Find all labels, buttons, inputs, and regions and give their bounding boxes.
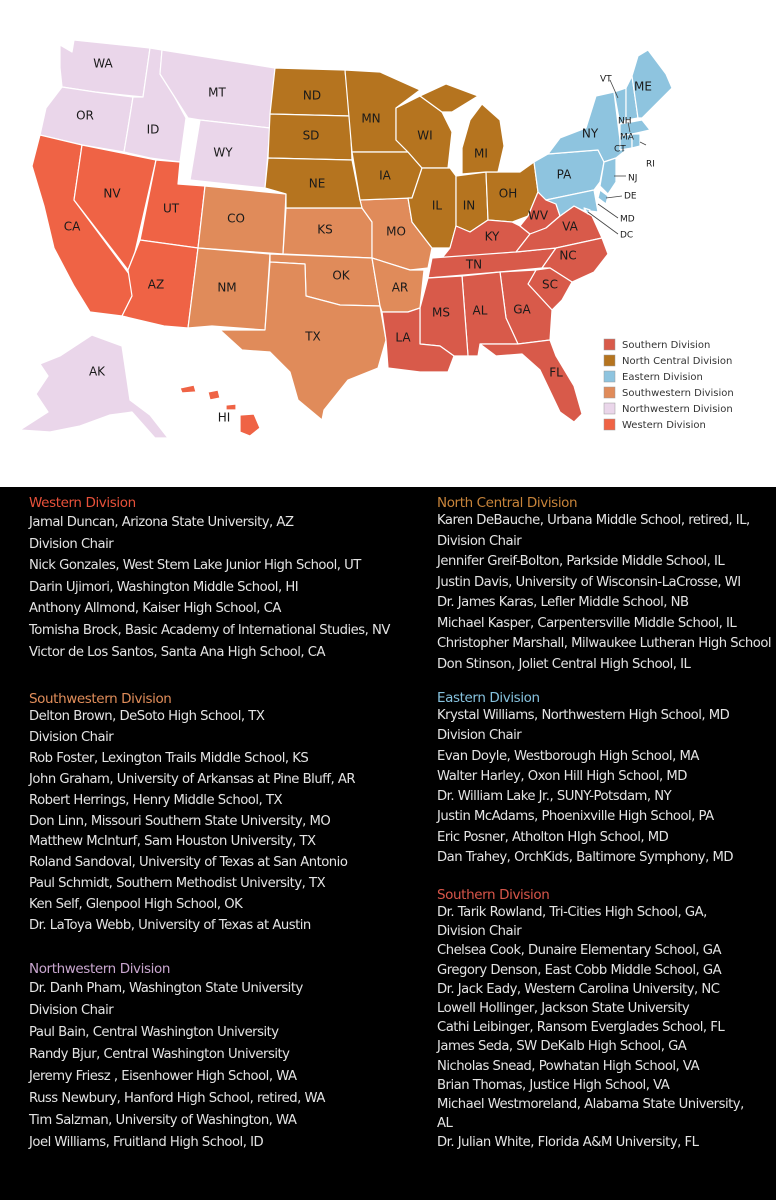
label-ne: NE: [308, 176, 326, 191]
member-line: Michael Westmoreland, Alabama State University,: [437, 1097, 744, 1113]
label-ri: RI: [646, 159, 655, 170]
member-line: Dr. Jack Eady, Western Carolina University, NC: [437, 981, 720, 997]
division-member-lists: [0, 487, 776, 1200]
label-vt: VT: [600, 74, 612, 85]
legend-label-northwestern: Northwestern Division: [622, 404, 733, 415]
member-line: Krystal Williams, Northwestern High School, MD: [437, 708, 730, 723]
member-line: Dr. James Karas, Lefler Middle School, NB: [437, 595, 689, 610]
legend-label-eastern: Eastern Division: [622, 372, 703, 383]
member-line: Randy Bjur, Central Washington University: [29, 1047, 290, 1062]
label-ks: KS: [317, 222, 333, 237]
label-ia: IA: [379, 168, 391, 183]
member-line: Gregory Denson, East Cobb Middle School, GA: [437, 962, 722, 978]
member-line: Roland Sandoval, University of Texas at San Antonio: [29, 855, 348, 871]
member-line: Robert Herrings, Henry Middle School, TX: [29, 792, 283, 808]
member-line: Lowell Hollinger, Jackson State University: [437, 1001, 690, 1017]
label-mt: MT: [208, 85, 226, 100]
member-line: Matthew McInturf, Sam Houston University, TX: [29, 834, 316, 850]
member-line: Paul Schmidt, Southern Methodist University, TX: [29, 876, 326, 892]
label-mi: MI: [474, 146, 488, 161]
label-ms: MS: [432, 305, 450, 320]
label-ky: KY: [484, 229, 500, 244]
label-ok: OK: [332, 268, 350, 283]
legend-label-southern: Southern Division: [622, 340, 711, 351]
legend-swatch-north-central: [604, 355, 615, 366]
member-line: Michael Kasper, Carpentersville Middle School, IL: [437, 615, 737, 631]
member-line: Cathi Leibinger, Ransom Everglades School, FL: [437, 1020, 725, 1036]
member-line: Darin Ujimori, Washington Middle School, HI: [29, 579, 299, 595]
member-line: Division Chair: [437, 924, 522, 940]
eastern-division-section: [437, 690, 733, 868]
label-pa: PA: [556, 167, 572, 182]
member-line: Christopher Marshall, Milwaukee Lutheran High School: [437, 636, 772, 651]
label-az: AZ: [147, 277, 165, 292]
legend-label-southwestern: Southwestern Division: [622, 388, 734, 399]
us-division-map: [0, 0, 776, 487]
eastern-member-list: [437, 706, 733, 868]
legend-swatch-southwestern: [604, 387, 615, 398]
label-ca: CA: [63, 219, 81, 234]
member-line: Brian Thomas, Justice High School, VA: [437, 1077, 670, 1093]
member-line: Don Stinson, Joliet Central High School, IL: [437, 656, 691, 672]
member-line: Justin Davis, University of Wisconsin-LaCrosse, WI: [437, 574, 741, 590]
legend-swatch-southern: [604, 339, 615, 350]
label-de: DE: [624, 191, 637, 202]
southwestern-division-title: Southwestern Division: [29, 691, 172, 707]
state-ak[interactable]: [20, 335, 168, 438]
member-line: James Seda, SW DeKalb High School, GA: [437, 1039, 687, 1055]
map-legend: [604, 339, 734, 431]
label-or: OR: [76, 108, 94, 123]
member-line: Division Chair: [437, 728, 522, 744]
label-al: AL: [472, 303, 488, 318]
label-nh: NH: [618, 116, 632, 127]
label-oh: OH: [498, 186, 518, 201]
member-line: Joel Williams, Fruitland High School, ID: [29, 1135, 264, 1150]
label-sd: SD: [302, 128, 320, 143]
member-line: Nick Gonzales, West Stem Lake Junior High School, UT: [29, 558, 361, 574]
label-il: IL: [431, 198, 443, 213]
label-in: IN: [462, 198, 476, 213]
southern-division-title: Southern Division: [437, 887, 550, 903]
member-line: Division Chair: [29, 536, 114, 552]
legend-swatch-western: [604, 419, 615, 430]
southern-division-section: [437, 887, 744, 1153]
member-line: Don Linn, Missouri Southern State University, MO: [29, 813, 331, 829]
label-ut: UT: [162, 201, 180, 216]
label-dc: DC: [620, 230, 634, 241]
member-line: Walter Harley, Oxon Hill High School, MD: [437, 768, 687, 784]
legend-swatch-northwestern: [604, 403, 615, 414]
legend-swatch-eastern: [604, 371, 615, 382]
western-member-list: [29, 512, 390, 663]
member-line: Dr. William Lake Jr., SUNY-Potsdam, NY: [437, 789, 672, 805]
label-nm: NM: [217, 280, 237, 295]
member-line: Division Chair: [29, 1003, 114, 1018]
member-line: Karen DeBauche, Urbana Middle School, retired, IL,: [437, 513, 750, 528]
member-line: Rob Foster, Lexington Trails Middle School, KS: [29, 750, 309, 766]
label-tx: TX: [305, 329, 321, 344]
member-line: Paul Bain, Central Washington University: [29, 1025, 279, 1040]
north-central-division-section: [437, 495, 771, 675]
label-ga: GA: [513, 302, 531, 317]
label-co: CO: [227, 211, 245, 226]
member-line: Dr. Tarik Rowland, Tri-Cities High School, GA,: [437, 905, 707, 920]
state-fl[interactable]: [480, 340, 582, 422]
member-line: Tomisha Brock, Basic Academy of International Studies, NV: [29, 622, 390, 638]
member-line: AL: [437, 1116, 453, 1132]
member-line: Dr. LaToya Webb, University of Texas at Austin: [29, 918, 311, 934]
north-central-member-list: [437, 511, 771, 675]
label-mn: MN: [361, 111, 381, 126]
member-line: Victor de Los Santos, Santa Ana High School, CA: [29, 644, 326, 660]
label-ny: NY: [581, 126, 599, 141]
label-id: ID: [146, 122, 160, 137]
label-sc: SC: [542, 277, 558, 292]
member-line: Justin McAdams, Phoenixville High School, PA: [437, 809, 714, 825]
label-ct: CT: [614, 144, 626, 155]
label-me: ME: [634, 79, 652, 94]
member-line: John Graham, University of Arkansas at Pine Bluff, AR: [29, 771, 356, 787]
label-ma: MA: [620, 132, 634, 143]
member-line: Division Chair: [437, 533, 522, 549]
label-tn: TN: [465, 257, 483, 272]
label-nd: ND: [302, 88, 322, 103]
legend-label-north-central: North Central Division: [622, 356, 733, 367]
label-wv: WV: [527, 208, 549, 223]
member-line: Division Chair: [29, 729, 114, 745]
label-mo: MO: [386, 224, 406, 239]
member-line: Eric Posner, Atholton HIgh School, MD: [437, 829, 669, 845]
western-division-section: [29, 495, 390, 663]
southern-member-list: [437, 903, 744, 1153]
northwestern-member-list: [29, 978, 325, 1154]
label-va: VA: [562, 219, 578, 234]
label-nv: NV: [103, 186, 121, 201]
member-line: Jeremy Friesz , Eisenhower High School, WA: [29, 1069, 297, 1084]
label-ar: AR: [391, 280, 409, 295]
member-line: Jamal Duncan, Arizona State University, AZ: [29, 515, 294, 530]
label-md: MD: [620, 214, 635, 225]
label-fl: FL: [549, 365, 563, 380]
member-line: Chelsea Cook, Dunaire Elementary School, GA: [437, 943, 722, 959]
member-line: Dr. Danh Pham, Washington State University: [29, 981, 303, 996]
label-wy: WY: [213, 145, 233, 160]
label-hi: HI: [217, 410, 231, 425]
member-line: Nicholas Snead, Powhatan High School, VA: [437, 1058, 700, 1074]
western-division-title: Western Division: [29, 495, 136, 511]
label-nj: NJ: [628, 173, 638, 184]
label-la: LA: [395, 330, 411, 345]
eastern-division-title: Eastern Division: [437, 690, 540, 706]
legend-label-western: Western Division: [622, 420, 706, 431]
label-nc: NC: [559, 248, 577, 263]
northwestern-division-title: Northwestern Division: [29, 961, 170, 977]
label-wa: WA: [93, 56, 113, 71]
label-wi: WI: [417, 128, 433, 143]
member-line: Delton Brown, DeSoto High School, TX: [29, 709, 265, 724]
member-line: Anthony Allmond, Kaiser High School, CA: [29, 601, 281, 617]
north-central-division-title: North Central Division: [437, 495, 578, 511]
member-line: Ken Self, Glenpool High School, OK: [29, 897, 243, 913]
southwestern-division-section: [29, 691, 355, 937]
member-line: Evan Doyle, Westborough High School, MA: [437, 748, 699, 764]
member-line: Tim Salzman, University of Washington, WA: [29, 1113, 297, 1128]
label-ak: AK: [88, 364, 106, 379]
map-svg: [0, 0, 776, 487]
member-line: Jennifer Greif-Bolton, Parkside Middle School, IL: [437, 554, 725, 569]
member-line: Dan Trahey, OrchKids, Baltimore Symphony, MD: [437, 850, 733, 866]
southwestern-member-list: [29, 707, 355, 937]
member-line: Dr. Julian White, Florida A&M University, FL: [437, 1135, 699, 1151]
northwestern-division-section: [29, 961, 325, 1154]
southwestern-states: [188, 186, 432, 420]
member-line: Russ Newbury, Hanford High School, retired, WA: [29, 1091, 325, 1106]
